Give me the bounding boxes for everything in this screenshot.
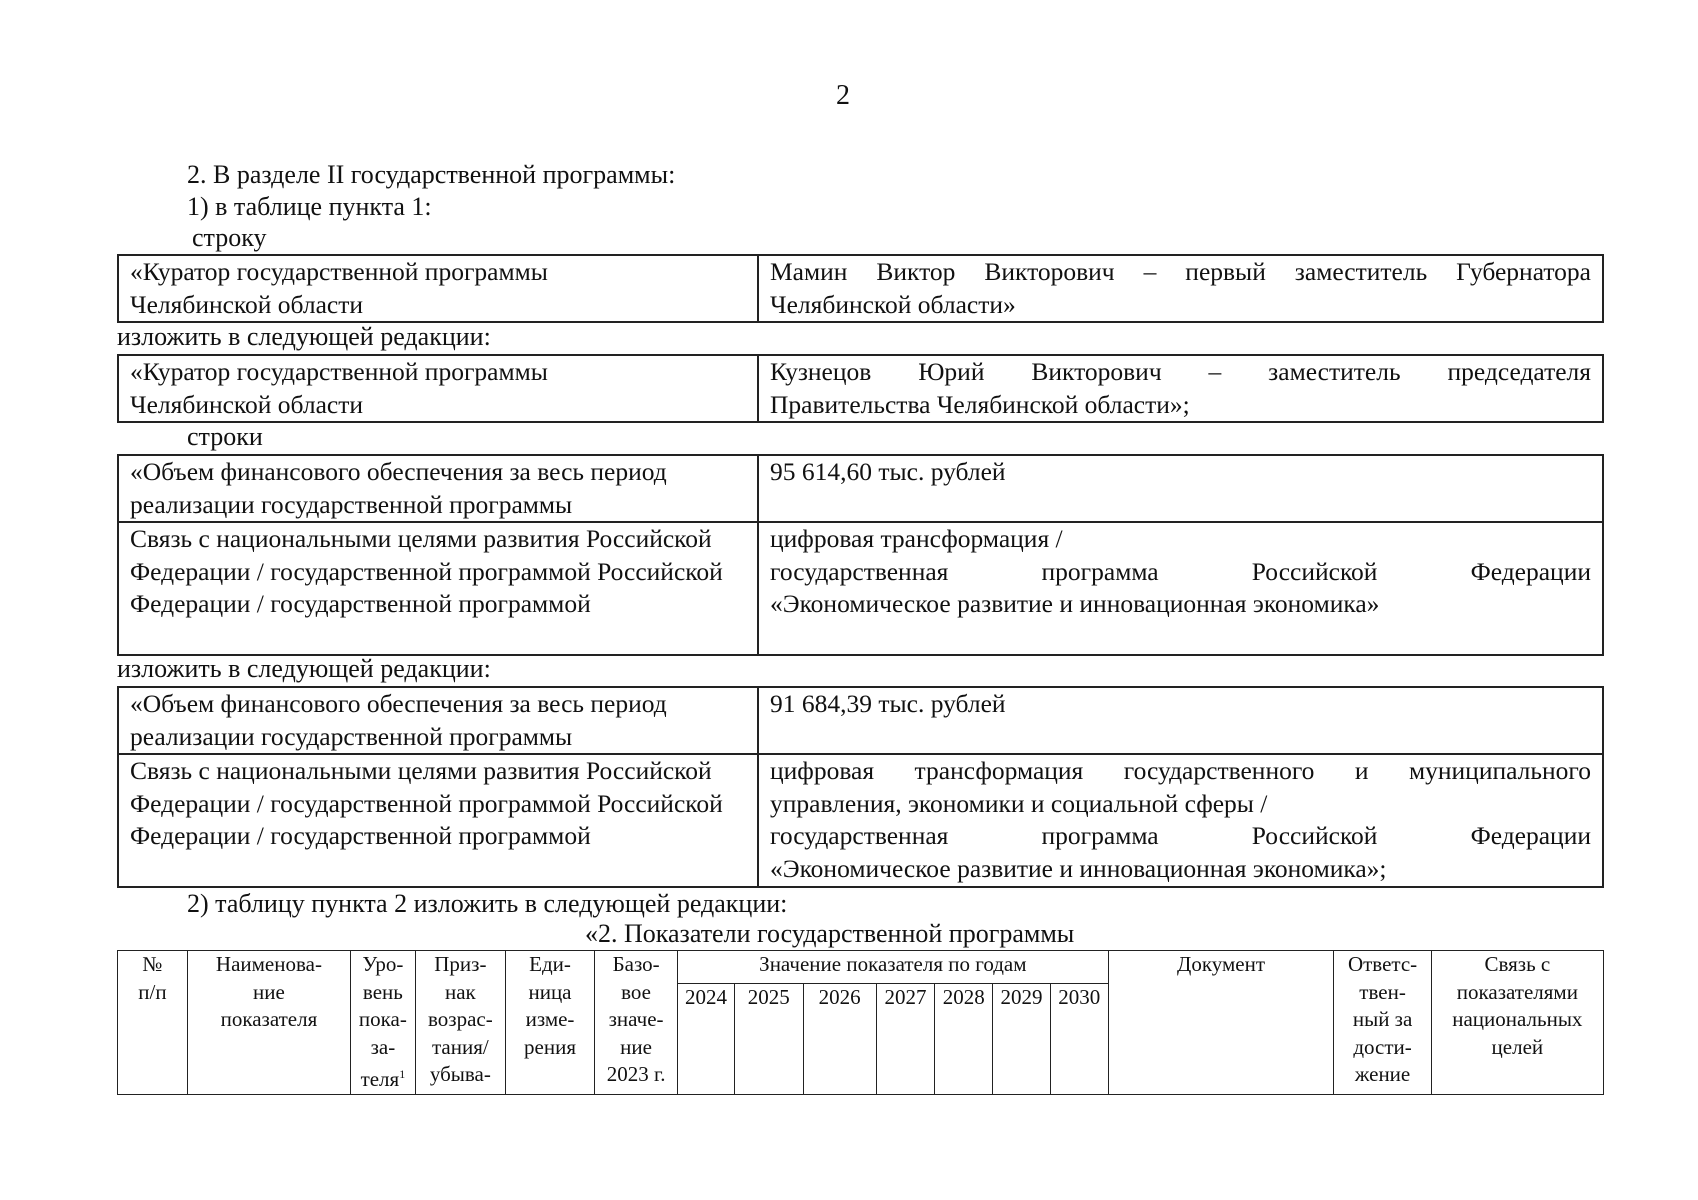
- header-year: 2029: [993, 983, 1051, 1094]
- label-izlozhit: изложить в следующей редакции:: [117, 654, 491, 683]
- table-row: [118, 255, 1603, 322]
- table-cell-value: 91 684,39 тыс. рублей: [758, 687, 1603, 754]
- section-heading: 2. В разделе II государственной программы:: [187, 160, 676, 189]
- header-sign: Приз- нак возрас- тания/ убыва-: [415, 951, 505, 1095]
- header-link: Связь с показателями национальных целей: [1431, 951, 1603, 1095]
- table-cell-key: «Объем финансового обеспечения за весь период реализации государственной программы: [118, 455, 758, 522]
- table-cell-key: Связь с национальными целями развития Российской Федерации / государственной программой Российской Федерации / государственной программой: [118, 754, 758, 887]
- table-cell-key: Связь с национальными целями развития Российской Федерации / государственной программой Российской Федерации / государственной программой: [118, 522, 758, 655]
- cell-text: Челябинской области»: [770, 289, 1016, 319]
- table-row: [118, 355, 1603, 422]
- curator-old-table: [117, 254, 1604, 323]
- header-year: 2024: [678, 983, 735, 1094]
- item-1-heading: 1) в таблице пункта 1:: [187, 192, 432, 221]
- cell-text: государственная программа Российской Федерации: [770, 556, 1591, 586]
- table-cell-value: [758, 754, 1603, 887]
- header-num: № п/п: [118, 951, 188, 1095]
- header-year: 2028: [935, 983, 993, 1094]
- cell-text: цифровая трансформация /: [770, 524, 1063, 553]
- table-cell-key: «Объем финансового обеспечения за весь период реализации государственной программы: [118, 687, 758, 754]
- header-year: 2025: [734, 983, 803, 1094]
- table-cell-key: [118, 255, 758, 322]
- table-cell-value: [758, 355, 1603, 422]
- cell-text: Мамин Виктор Викторович – первый заместитель Губернатора: [770, 257, 1591, 286]
- finance-old-table: [117, 454, 1604, 656]
- table-cell-value: [758, 522, 1603, 655]
- header-year: 2027: [876, 983, 935, 1094]
- header-unit: Еди- ница изме- рения: [505, 951, 594, 1095]
- cell-text: Правительства Челябинской области»;: [770, 389, 1190, 419]
- header-year: 2030: [1050, 983, 1108, 1094]
- cell-text: Челябинской области: [130, 289, 364, 319]
- label-izlozhit: изложить в следующей редакции:: [117, 322, 491, 351]
- table-title: «2. Показатели государственной программы: [585, 919, 1075, 948]
- header-values-by-year: Значение показателя по годам: [678, 951, 1108, 984]
- table-cell-key: [118, 355, 758, 422]
- cell-text: цифровая трансформация государственного и муниципального: [770, 756, 1591, 785]
- header-year: 2026: [803, 983, 876, 1094]
- table-row: [118, 754, 1603, 887]
- header-name: Наименова- ние показателя: [187, 951, 350, 1095]
- footnote-mark: 1: [399, 1067, 406, 1081]
- table-row: [118, 687, 1603, 754]
- header-document: Документ: [1108, 951, 1334, 1095]
- header-level-text: Уро- вень пока- за- теля: [358, 952, 407, 1091]
- cell-text: управления, экономики и социальной сферы /: [770, 788, 1268, 818]
- cell-text: «Экономическое развитие и инновационная экономика»;: [770, 853, 1387, 883]
- label-stroku: строку: [192, 223, 267, 252]
- table-row: [118, 455, 1603, 522]
- header-base: Базо- вое значе- ние 2023 г.: [595, 951, 678, 1095]
- table-cell-value: 95 614,60 тыс. рублей: [758, 455, 1603, 522]
- cell-text: государственная программа Российской Федерации: [770, 821, 1591, 850]
- cell-text: Челябинской области: [130, 389, 364, 419]
- indicators-table: [117, 950, 1604, 1095]
- page-number: 2: [836, 80, 850, 111]
- table-header-row: [118, 951, 1604, 984]
- table-row: [118, 522, 1603, 655]
- finance-new-table: [117, 686, 1604, 888]
- cell-text: «Куратор государственной программы: [130, 257, 548, 286]
- cell-text: Кузнецов Юрий Викторович – заместитель председателя: [770, 357, 1591, 386]
- cell-text: «Куратор государственной программы: [130, 357, 548, 386]
- header-level: [350, 951, 415, 1095]
- item-2-heading: 2) таблицу пункта 2 изложить в следующей редакции:: [187, 889, 788, 918]
- header-responsible: Ответс- твен- ный за дости- жение: [1334, 951, 1431, 1095]
- curator-new-table: [117, 354, 1604, 423]
- table-cell-value: [758, 255, 1603, 322]
- label-stroki: строки: [187, 422, 263, 451]
- cell-text: «Экономическое развитие и инновационная экономика»: [770, 589, 1380, 618]
